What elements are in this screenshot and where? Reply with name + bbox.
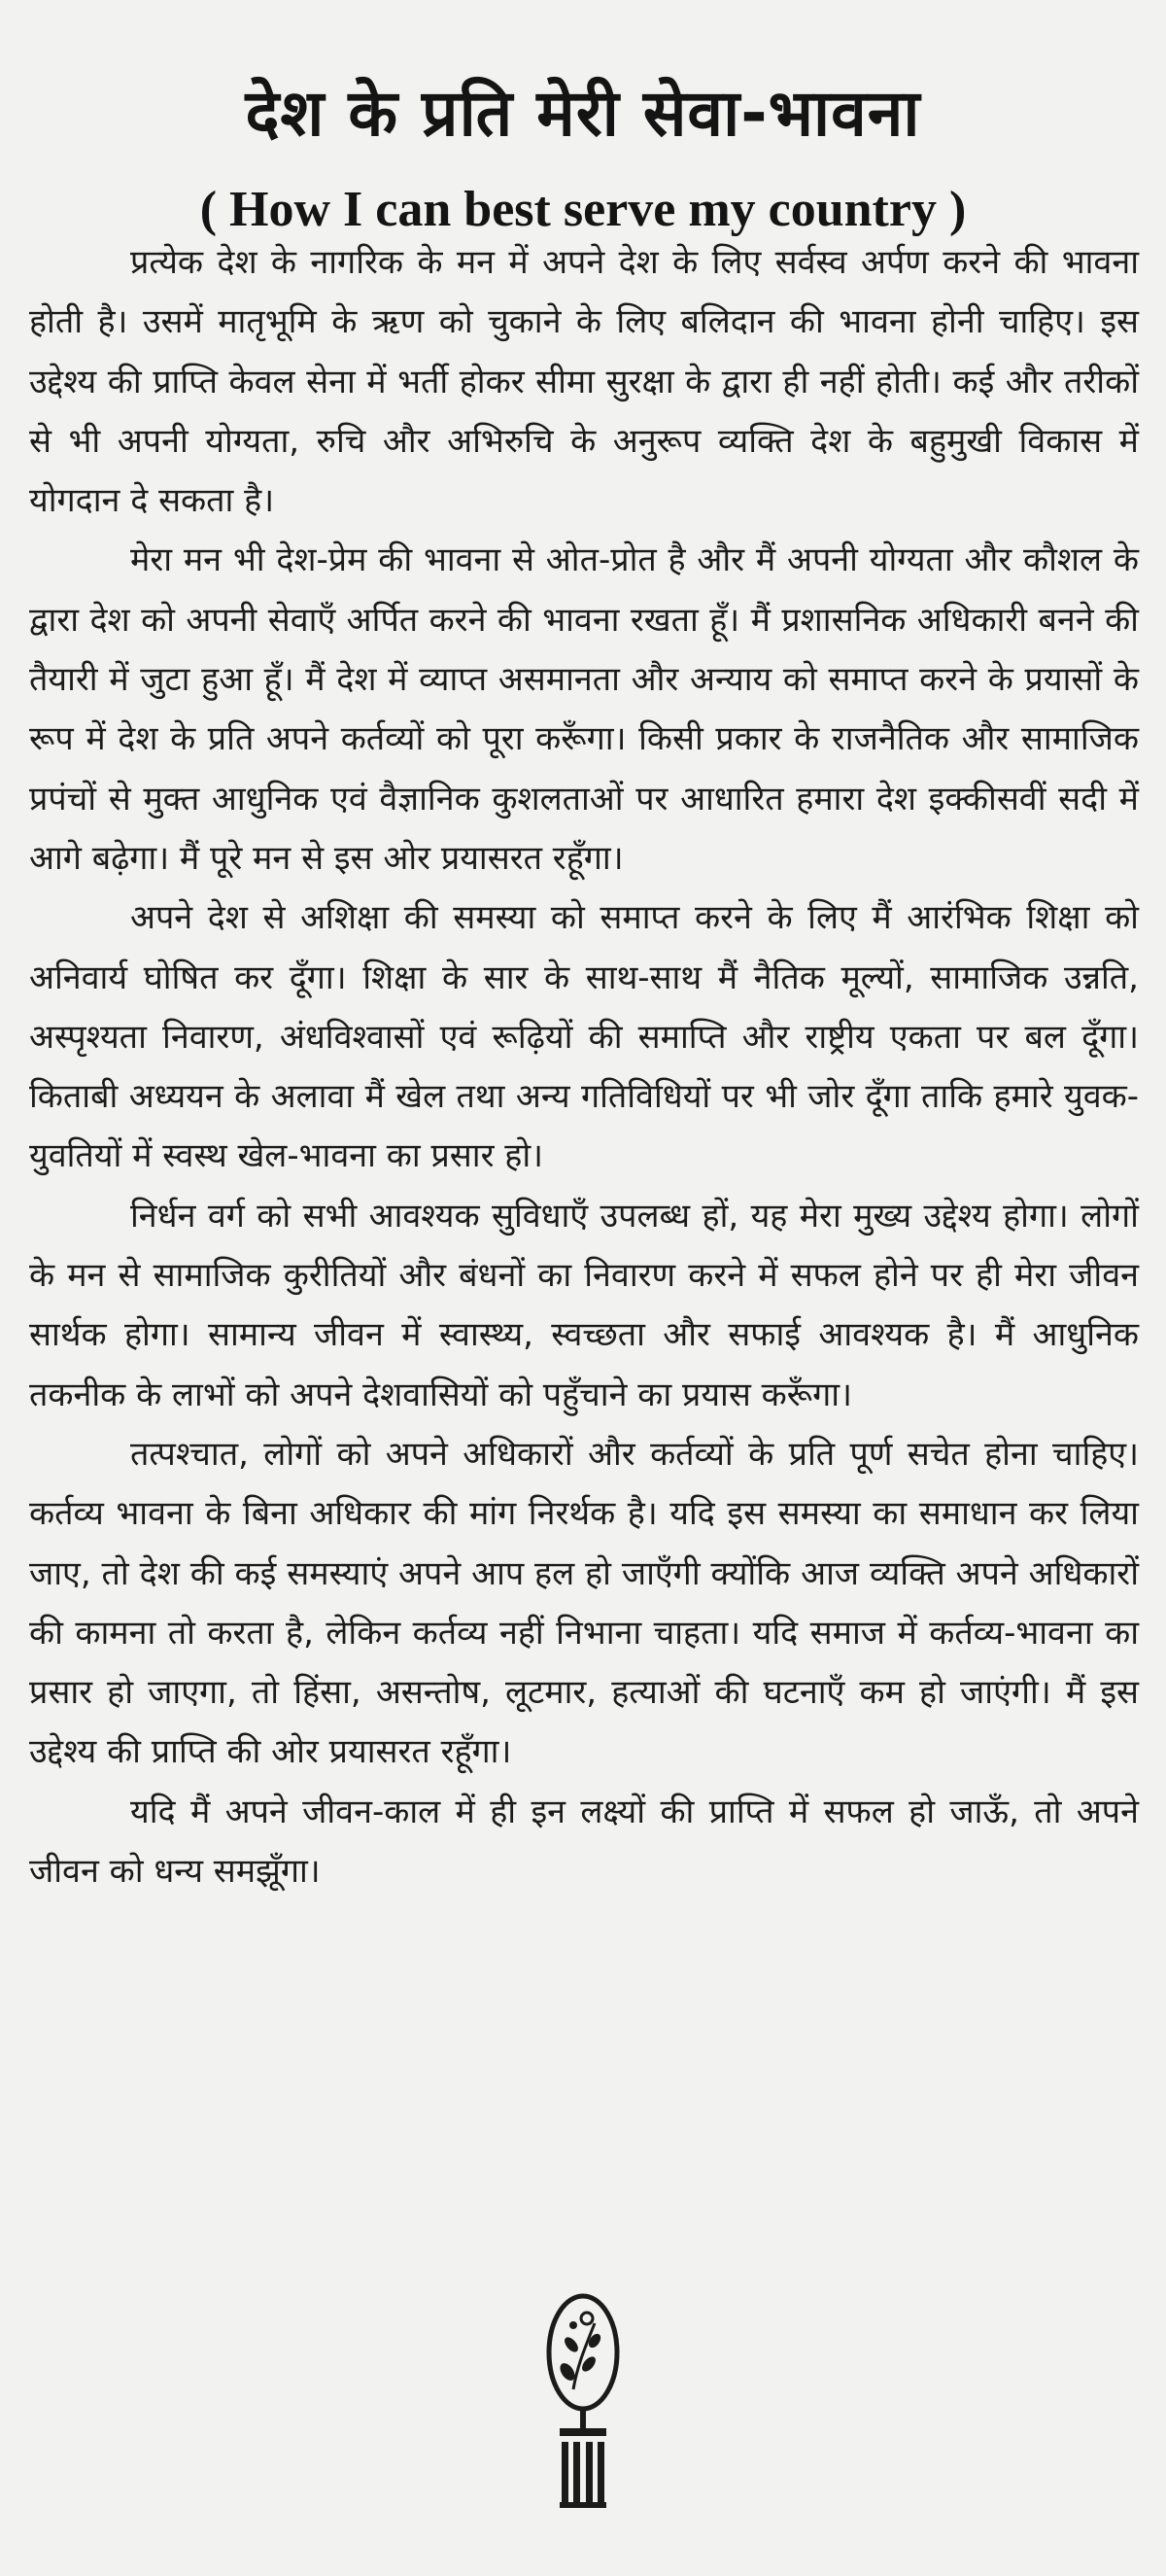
paragraph: निर्धन वर्ग को सभी आवश्यक सुविधाएँ उपलब्ध हों, यह मेरा मुख्य उद्देश्य होगा। लोगों के मन से सामाजिक कुरीतियों और बंधनों का निवारण करने में सफल होने पर ही मेरा जीवन सार्थक होगा। सामान्य जीवन में स्वास्थ्य, स्वच्छता और सफाई आवश्यक है। मैं आधुनिक तकनीक के लाभों को अपने देशवासियों को पहुँचाने का प्रयास करूँगा।: [29, 1196, 1139, 1414]
paragraph: तत्पश्चात, लोगों को अपने अधिकारों और कर्तव्यों के प्रति पूर्ण सचेत होना चाहिए। कर्तव्य भावना के बिना अधिकार की मांग निरर्थक है। यदि इस समस्या का समाधान कर लिया जाए, तो देश की कई समस्याएं अपने आप हल हो जाएँगी क्योंकि आज व्यक्ति अपने अधिकारों की कामना तो करता है, लेकिन कर्तव्य नहीं निभाना चाहता। यदि समाज में कर्तव्य-भावना का प्रसार हो जाएगा, तो हिंसा, असन्तोष, लूटमार, हत्याओं की घटनाएँ कम हो जाएंगी। मैं इस उद्देश्य की प्राप्ति की ओर प्रयासरत रहूँगा।: [29, 1434, 1139, 1772]
floral-end-ornament-icon: [544, 2275, 622, 2537]
page-subtitle: ( How I can best serve my country ): [199, 182, 967, 238]
page-title: देश के प्रति मेरी सेवा-भावना: [245, 76, 921, 152]
paragraph: प्रत्येक देश के नागरिक के मन में अपने देश के लिए सर्वस्व अर्पण करने की भावना होती है। उसमें मातृभूमि के ऋण को चुकाने के लिए बलिदान की भावना होनी चाहिए। इस उद्देश्य की प्राप्ति केवल सेना में भर्ती होकर सीमा सुरक्षा के द्वारा ही नहीं होती। कई और तरीकों से भी अपनी योग्यता, रुचि और अभिरुचि के अनुरूप व्यक्ति देश के बहुमुखी विकास में योगदान दे सकता है।: [29, 243, 1139, 521]
paragraph: यदि मैं अपने जीवन-काल में ही इन लक्ष्यों की प्राप्ति में सफल हो जाऊँ, तो अपने जीवन को धन्य समझूँगा।: [29, 1792, 1139, 1892]
paragraph: मेरा मन भी देश-प्रेम की भावना से ओत-प्रोत है और मैं अपनी योग्यता और कौशल के द्वारा देश को अपनी सेवाएँ अर्पित करने की भावना रखता हूँ। मैं प्रशासनिक अधिकारी बनने की तैयारी में जुटा हुआ हूँ। मैं देश में व्याप्त असमानता और अन्याय को समाप्त करने के प्रयासों के रूप में देश के प्रति अपने कर्तव्यों को पूरा करूँगा। किसी प्रकार के राजनैतिक और सामाजिक प्रपंचों से मुक्त आधुनिक एवं वैज्ञानिक कुशलताओं पर आधारित हमारा देश इक्कीसवीं सदी में आगे बढ़ेगा। मैं पूरे मन से इस ओर प्रयासरत रहूँगा।: [29, 540, 1139, 878]
essay-body: [29, 233, 1139, 1901]
paragraph: अपने देश से अशिक्षा की समस्या को समाप्त करने के लिए मैं आरंभिक शिक्षा को अनिवार्य घोषित कर दूँगा। शिक्षा के सार के साथ-साथ मैं नैतिक मूल्यों, सामाजिक उन्नति, अस्पृश्यता निवारण, अंधविश्वासों एवं रूढ़ियों की समाप्ति और राष्ट्रीय एकता पर बल दूँगा। किताबी अध्ययन के अलावा मैं खेल तथा अन्य गतिविधियों पर भी जोर दूँगा ताकि हमारे युवक-युवतियों में स्वस्थ खेल-भावना का प्रसार हो।: [29, 898, 1139, 1176]
